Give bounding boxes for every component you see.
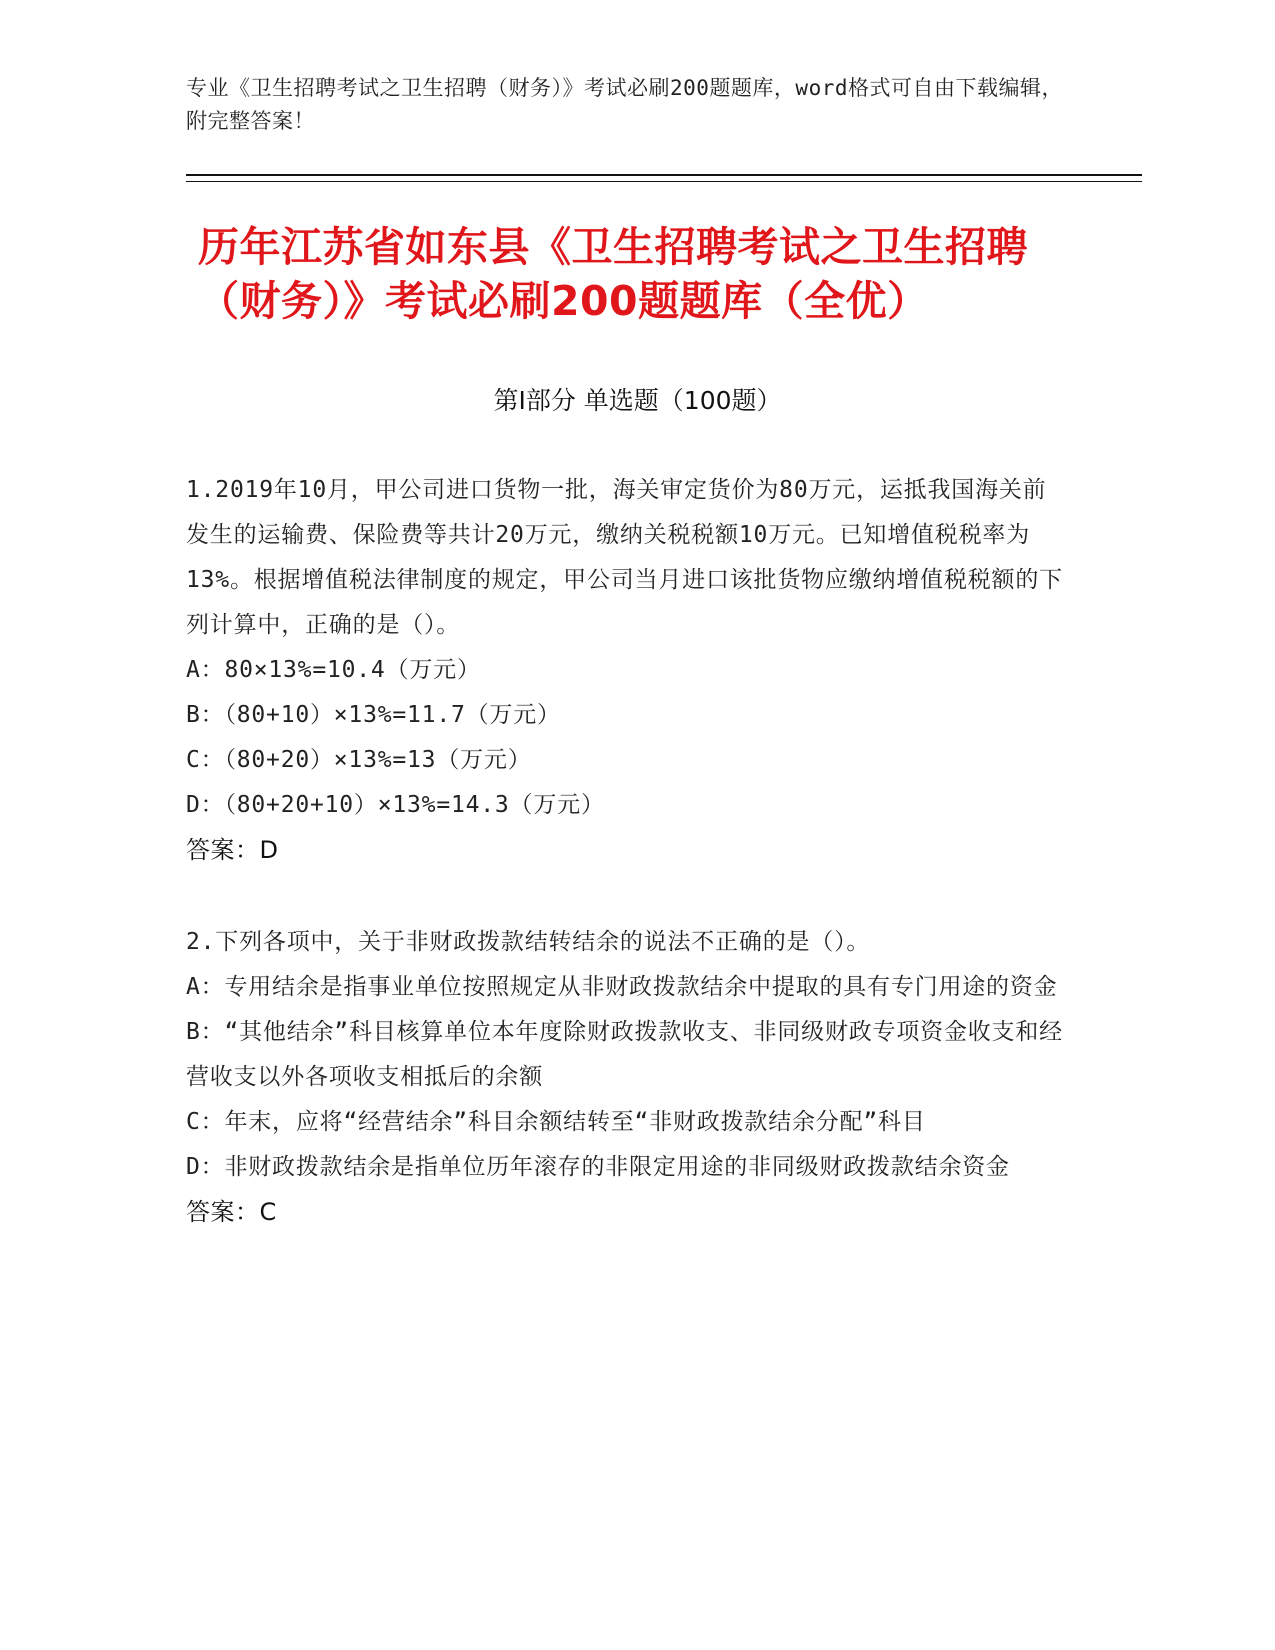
answer-label: 答案：C bbox=[186, 1198, 277, 1226]
header-divider-thin bbox=[186, 181, 1142, 182]
option-d: D：非财政拨款结余是指单位历年滚存的非限定用途的非同级财政拨款结余资金 bbox=[186, 1154, 1010, 1180]
question-block bbox=[186, 920, 1066, 1235]
option-b: B：（80+10）×13%=11.7（万元） bbox=[186, 702, 561, 728]
section-title: 第Ⅰ部分 单选题（100题） bbox=[493, 386, 782, 415]
answer-label: 答案：D bbox=[186, 836, 279, 864]
header-divider-thick bbox=[186, 174, 1142, 176]
option-a: A：专用结余是指事业单位按照规定从非财政拨款结余中提取的具有专门用途的资金 bbox=[186, 974, 1058, 1000]
question-stem: 1.2019年10月，甲公司进口货物一批，海关审定货价为80万元，运抵我国海关前发生的运输费、保险费等共计20万元，缴纳关税税额10万元。已知增值税税率为13%。根据增值税法律制度的规定，甲公司当月进口该批货物应缴纳增值税税额的下列计算中，正确的是（）。 bbox=[186, 477, 1063, 638]
question-stem: 2.下列各项中，关于非财政拨款结转结余的说法不正确的是（）。 bbox=[186, 929, 871, 955]
option-c: C：（80+20）×13%=13（万元） bbox=[186, 747, 532, 773]
option-a: A：80×13%=10.4（万元） bbox=[186, 657, 481, 683]
question-block bbox=[186, 468, 1066, 873]
option-c: C：年末，应将“经营结余”科目余额结转至“非财政拨款结余分配”科目 bbox=[186, 1109, 926, 1135]
option-b: B：“其他结余”科目核算单位本年度除财政拨款收支、非同级财政专项资金收支和经营收支以外各项收支相抵后的余额 bbox=[186, 1019, 1063, 1090]
option-d: D：（80+20+10）×13%=14.3（万元） bbox=[186, 792, 605, 818]
document-title: 历年江苏省如东县《卫生招聘考试之卫生招聘（财务）》考试必刷200题题库（全优） bbox=[198, 223, 1028, 325]
header-note: 专业《卫生招聘考试之卫生招聘（财务）》考试必刷200题题库，word格式可自由下载编辑，附完整答案！ bbox=[186, 76, 1063, 133]
